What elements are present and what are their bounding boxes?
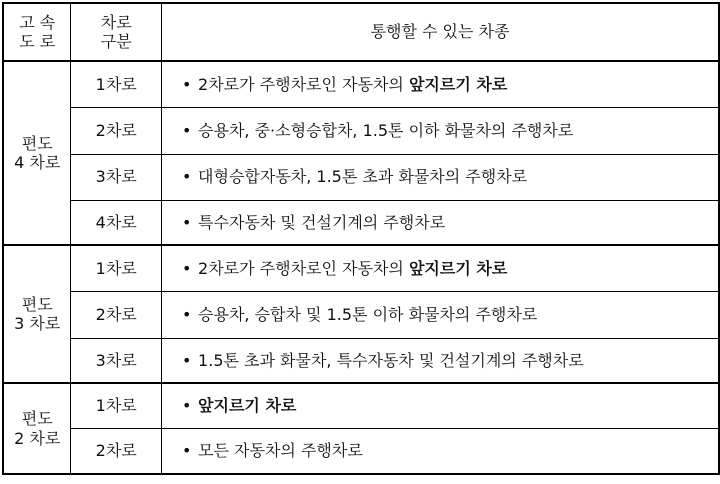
bullet: •	[182, 304, 192, 324]
group-label-line1: 편도	[21, 133, 53, 153]
table-row	[3, 61, 719, 107]
table-header-row	[3, 3, 719, 61]
vehicle-cell	[162, 291, 719, 338]
vehicle-text: 특수자동차 및 건설기계의 주행차로	[198, 212, 446, 232]
group-label-3lanes	[3, 245, 71, 383]
table-row	[3, 200, 719, 245]
vehicle-text: 2차로가 주행차로인 자동차의	[198, 74, 409, 94]
bullet: •	[182, 350, 192, 370]
group-label-line2: 3 차로	[14, 314, 61, 333]
lane-cell: 1차로	[71, 61, 162, 107]
header-lane-line1: 차로	[100, 12, 132, 32]
table-row	[3, 291, 719, 338]
vehicle-text-bold: 앞지르기 차로	[198, 396, 297, 416]
vehicle-text: 모든 자동차의 주행차로	[198, 441, 363, 461]
group-label-line1: 편도	[21, 294, 53, 314]
vehicle-text: 대형승합자동차, 1.5톤 초과 화물차의 주행차로	[198, 167, 528, 187]
table-row	[3, 154, 719, 200]
header-highway-line2: 도 로	[19, 32, 56, 51]
group-label-line2: 2 차로	[14, 428, 61, 448]
table-row	[3, 338, 719, 383]
vehicle-cell	[162, 154, 719, 200]
header-lane-division	[71, 3, 162, 61]
bullet: •	[182, 396, 192, 416]
vehicle-text: 승용차, 승합차 및 1.5톤 이하 화물차의 주행차로	[198, 304, 538, 324]
lane-rules-table	[2, 2, 720, 475]
header-lane-line2: 구분	[100, 32, 132, 51]
table-row	[3, 245, 719, 291]
vehicle-cell	[162, 428, 719, 474]
group-label-line2: 4 차로	[14, 153, 61, 172]
bullet: •	[182, 74, 192, 94]
vehicle-cell	[162, 338, 719, 383]
vehicle-cell	[162, 383, 719, 428]
group-label-4lanes	[3, 61, 71, 245]
vehicle-text: 1.5톤 초과 화물차, 특수자동차 및 건설기계의 주행차로	[198, 350, 584, 370]
table-row	[3, 107, 719, 154]
vehicle-text: 2차로가 주행차로인 자동차의	[198, 258, 409, 278]
header-vehicle-types: 통행할 수 있는 차종	[162, 3, 719, 61]
lane-cell: 2차로	[71, 107, 162, 154]
lane-cell: 1차로	[71, 245, 162, 291]
vehicle-cell	[162, 245, 719, 291]
group-label-line1: 편도	[21, 409, 53, 429]
bullet: •	[182, 120, 192, 140]
lane-cell: 3차로	[71, 338, 162, 383]
vehicle-text: 승용차, 중·소형승합차, 1.5톤 이하 화물차의 주행차로	[198, 120, 574, 140]
group-label-2lanes	[3, 383, 71, 474]
table-row	[3, 383, 719, 428]
vehicle-text-bold: 앞지르기 차로	[408, 258, 508, 278]
bullet: •	[182, 167, 192, 187]
vehicle-cell	[162, 61, 719, 107]
vehicle-text-bold: 앞지르기 차로	[408, 74, 508, 94]
header-highway	[3, 3, 71, 61]
lane-cell: 2차로	[71, 291, 162, 338]
table-row	[3, 428, 719, 474]
vehicle-cell	[162, 107, 719, 154]
lane-cell: 3차로	[71, 154, 162, 200]
bullet: •	[182, 212, 192, 232]
header-highway-line1: 고 속	[19, 12, 56, 32]
lane-cell: 1차로	[71, 383, 162, 428]
bullet: •	[182, 441, 192, 461]
bullet: •	[182, 258, 192, 278]
lane-cell: 2차로	[71, 428, 162, 474]
vehicle-cell	[162, 200, 719, 245]
lane-cell: 4차로	[71, 200, 162, 245]
